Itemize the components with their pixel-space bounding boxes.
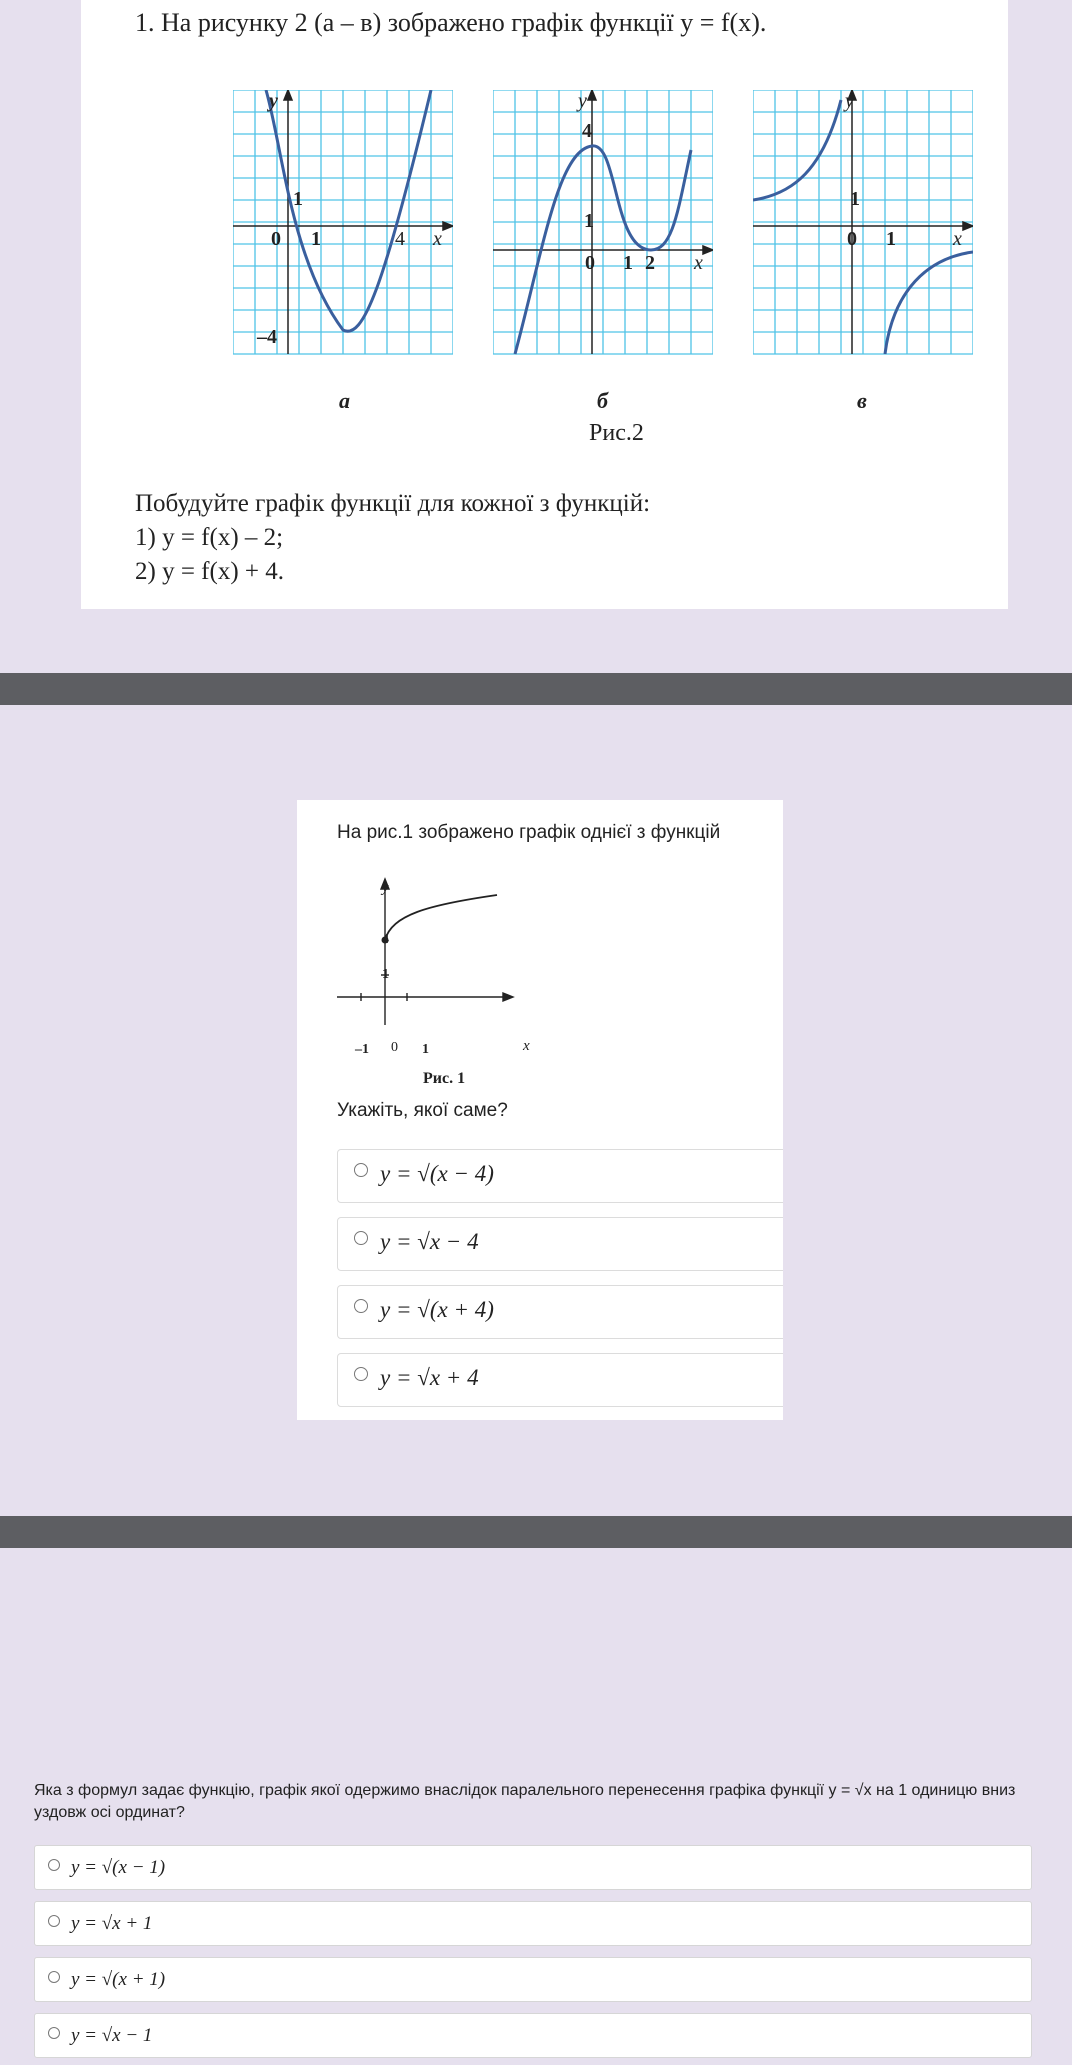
graph-c-tick-1y: 1 bbox=[850, 188, 860, 210]
task2-y-label: y bbox=[382, 880, 389, 896]
task3-option-4[interactable] bbox=[34, 2013, 1032, 2058]
task2-tick-minus1: –1 bbox=[355, 1042, 369, 1057]
fig-label-b: б bbox=[597, 388, 608, 413]
task2-tick-1y: 1 bbox=[382, 967, 389, 982]
task2-tick-4: 4 bbox=[382, 932, 389, 947]
fig-caption: Рис.2 bbox=[589, 420, 644, 446]
task2-x-label: x bbox=[523, 1038, 530, 1054]
graph-a-tick-minus4: –4 bbox=[257, 326, 277, 348]
task2-fig-caption: Рис. 1 bbox=[423, 1070, 466, 1087]
task2-tick-1x: 1 bbox=[422, 1042, 429, 1057]
task2-option-3[interactable] bbox=[337, 1285, 783, 1339]
task2-option-2[interactable] bbox=[337, 1217, 783, 1271]
graph-a bbox=[233, 90, 453, 365]
option-label: y = √x + 4 bbox=[380, 1365, 479, 1390]
option-label: y = √(x + 4) bbox=[380, 1297, 494, 1322]
radio-icon[interactable] bbox=[48, 1971, 60, 1983]
graph-c bbox=[753, 90, 973, 365]
graph-a-tick-0: 0 bbox=[271, 228, 281, 250]
graph-b-tick-1y: 1 bbox=[584, 210, 594, 232]
radio-icon[interactable] bbox=[354, 1163, 368, 1177]
task1-instruction: Побудуйте графік функції для кожної з функцій: bbox=[135, 490, 651, 517]
option-label: y = √x − 4 bbox=[380, 1229, 479, 1254]
graph-c-x-label: x bbox=[953, 228, 962, 250]
graph-b-x-label: x bbox=[694, 252, 703, 274]
graph-b-tick-0: 0 bbox=[585, 252, 595, 274]
graph-b-tick-1x: 1 bbox=[623, 252, 633, 274]
task3-option-3[interactable] bbox=[34, 1957, 1032, 2002]
task2-panel bbox=[297, 800, 783, 1420]
task2-option-4[interactable] bbox=[337, 1353, 783, 1407]
task1-item-1: 1) y = f(x) – 2; bbox=[135, 524, 284, 551]
task2-question: На рис.1 зображено графік однієї з функцій bbox=[337, 822, 721, 843]
task3-question: Яка з формул задає функцію, графік якої одержимо внаслідок паралельного перенесення графіка функції y = √x на 1 одиницю вниз уздовж осі ординат? bbox=[34, 1782, 1016, 1821]
graph-c-tick-1x: 1 bbox=[886, 228, 896, 250]
task1-panel bbox=[81, 0, 1008, 609]
radio-icon[interactable] bbox=[354, 1367, 368, 1381]
separator-bar-2 bbox=[0, 1516, 1072, 1548]
graph-b-y-label: y bbox=[578, 90, 587, 112]
fig-label-a: а bbox=[339, 388, 350, 413]
graph-b-tick-4: 4 bbox=[582, 120, 592, 142]
graph-b-tick-2: 2 bbox=[645, 252, 655, 274]
task3-panel bbox=[22, 1765, 1052, 2065]
separator-bar-1 bbox=[0, 673, 1072, 705]
option-label: y = √x − 1 bbox=[71, 2025, 153, 2046]
task2-ask: Укажіть, якої саме? bbox=[337, 1100, 508, 1121]
option-label: y = √(x − 4) bbox=[380, 1161, 494, 1186]
fig-label-c: в bbox=[857, 388, 867, 413]
radio-icon[interactable] bbox=[48, 1915, 60, 1927]
radio-icon[interactable] bbox=[48, 2027, 60, 2039]
option-label: y = √(x + 1) bbox=[71, 1969, 166, 1990]
task1-item-2: 2) y = f(x) + 4. bbox=[135, 558, 284, 585]
graph-a-y-label: y bbox=[269, 90, 278, 112]
graph-b bbox=[493, 90, 713, 365]
radio-icon[interactable] bbox=[354, 1231, 368, 1245]
graph-a-tick-4: 4 bbox=[395, 228, 405, 250]
graph-a-tick-1x: 1 bbox=[311, 228, 321, 250]
task2-figure bbox=[337, 875, 517, 1035]
task2-tick-0: 0 bbox=[391, 1040, 398, 1055]
task3-option-2[interactable] bbox=[34, 1901, 1032, 1946]
task1-title: 1. На рисунку 2 (а – в) зображено графік функції y = f(x). bbox=[135, 8, 767, 37]
radio-icon[interactable] bbox=[354, 1299, 368, 1313]
option-label: y = √x + 1 bbox=[71, 1913, 153, 1934]
graph-a-x-label: x bbox=[433, 228, 442, 250]
graph-a-tick-1y: 1 bbox=[293, 188, 303, 210]
option-label: y = √(x − 1) bbox=[71, 1857, 166, 1878]
graph-c-tick-0: 0 bbox=[847, 228, 857, 250]
task3-option-1[interactable] bbox=[34, 1845, 1032, 1890]
radio-icon[interactable] bbox=[48, 1859, 60, 1871]
task2-option-1[interactable] bbox=[337, 1149, 783, 1203]
graph-c-y-label: y bbox=[845, 90, 854, 112]
